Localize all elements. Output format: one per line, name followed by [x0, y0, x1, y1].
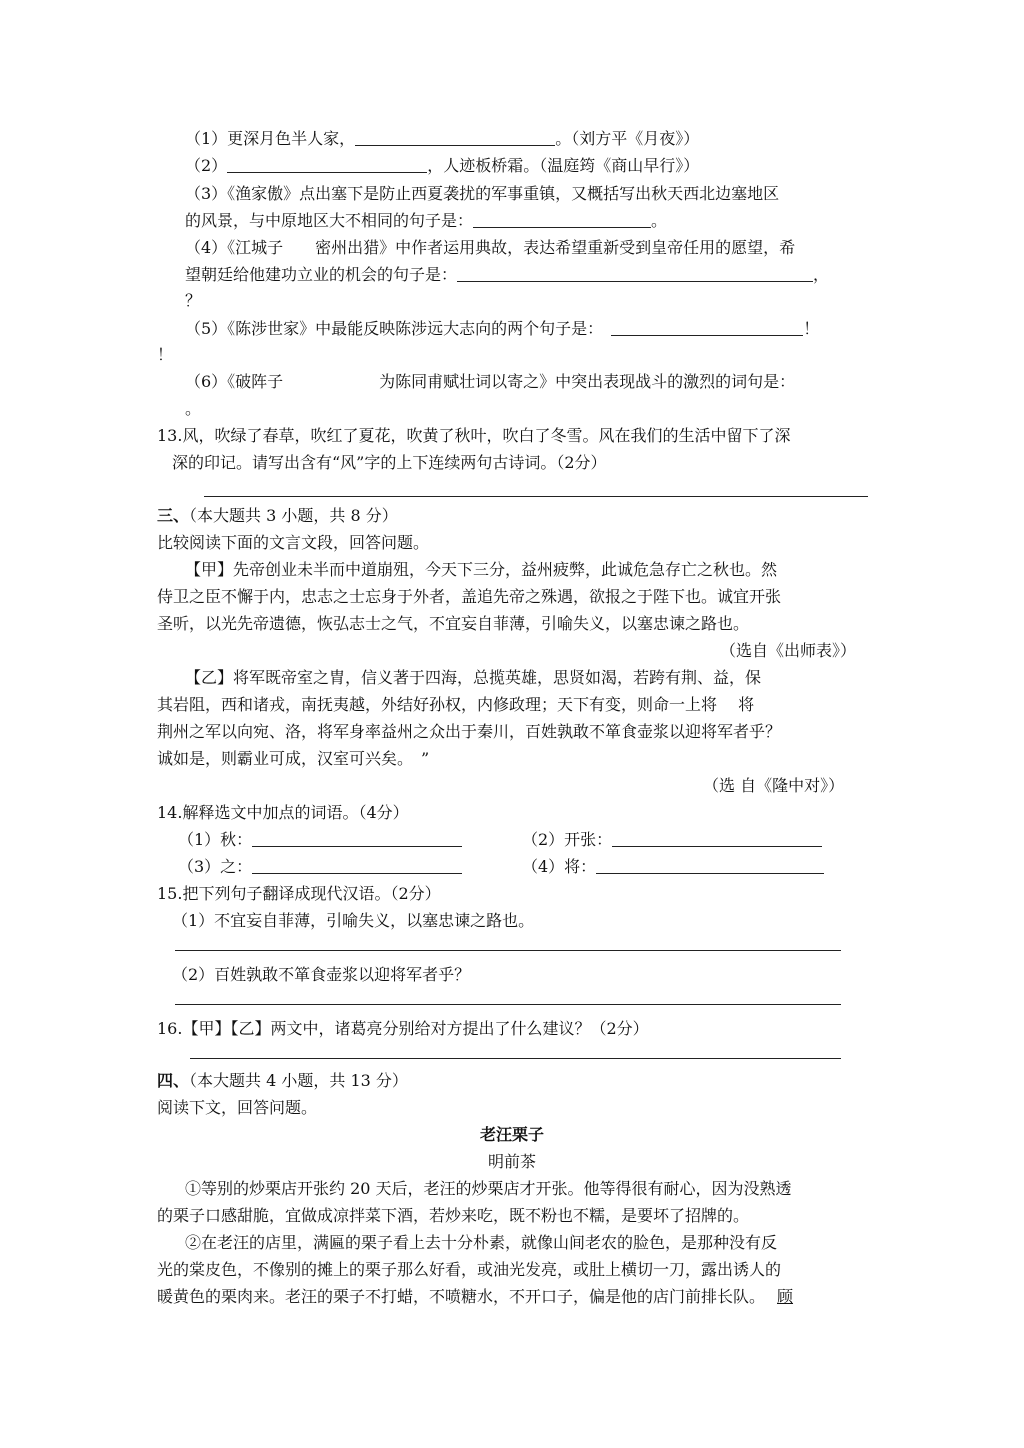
- article-p2-line3-text: 暖黄色的栗肉来。老汪的栗子不打蜡，不喷糖水，不开口子，偏是他的店门前排长队。: [157, 1287, 766, 1306]
- q12-item-5-end: ！: [803, 319, 820, 338]
- q14-d-blank[interactable]: [596, 857, 824, 874]
- q12-item-4-comma: ，: [813, 265, 830, 284]
- article-p2-line3-underlined: 顾: [777, 1287, 794, 1306]
- q15-answer-line-2[interactable]: [175, 1004, 841, 1005]
- q12-item-3-line2: [185, 210, 667, 232]
- q12-item-5-answer-blank[interactable]: [611, 319, 803, 336]
- q12-item-6-line2: 。: [185, 399, 202, 418]
- q14-title: 14.解释选文中加点的词语。（4分）: [157, 803, 409, 822]
- q14-b-blank[interactable]: [612, 830, 822, 847]
- yi-line2: 其岩阻，西和诸戎，南抚夷越，外结好孙权，内修政理；天下有变，则命一上将 将: [157, 695, 755, 714]
- article-p1-line1: ①等别的炒栗店开张约 20 天后，老汪的炒栗店才开张。他等得很有耐心，因为没熟透: [185, 1179, 792, 1198]
- q14-d-label: （4）将：: [522, 857, 597, 876]
- q14-a: [178, 829, 462, 851]
- section4-number: 四、: [157, 1071, 190, 1090]
- jia-line2: 侍卫之臣不懈于内，忠志之士忘身于外者，盖追先帝之殊遇，欲报之于陛下也。诚宜开张: [157, 587, 782, 606]
- article-p1-line2: 的栗子口感甜脆，宜做成凉拌菜下酒，若炒来吃，既不粉也不糯，是要坏了招牌的。: [157, 1206, 750, 1225]
- q14-c-label: （3）之：: [178, 857, 253, 876]
- q12-item-5-prompt: （5）《陈涉世家》中最能反映陈涉远大志向的两个句子是：: [185, 319, 604, 338]
- q14-c-blank[interactable]: [252, 857, 462, 874]
- q12-item-5-line2: ！: [157, 345, 174, 364]
- q12-item-1-answer-blank[interactable]: [355, 129, 555, 146]
- article-title: 老汪栗子: [479, 1125, 544, 1144]
- q14-a-blank[interactable]: [252, 830, 462, 847]
- q12-item-1-source: 。（刘方平《月夜》）: [555, 129, 700, 148]
- q12-item-3-answer-blank[interactable]: [473, 211, 651, 228]
- q12-item-2-answer-blank[interactable]: [227, 156, 427, 173]
- q16-title: 16.【甲】【乙】两文中，诸葛亮分别给对方提出了什么建议？（2分）: [157, 1019, 649, 1038]
- jia-line1: 【甲】先帝创业未半而中道崩殂，今天下三分，益州疲弊，此诚危急存亡之秋也。然: [185, 560, 778, 579]
- article-p2-line3: [157, 1286, 793, 1308]
- q16-answer-line[interactable]: [190, 1058, 841, 1059]
- q12-item-2-prompt: ，人迹板桥霜。（温庭筠《商山早行》）: [427, 156, 700, 175]
- article-author: 明前茶: [487, 1152, 536, 1171]
- q12-item-4-answer-blank[interactable]: [457, 265, 813, 282]
- q12-item-4-line1: （4）《江城子 密州出猎》中作者运用典故，表达希望重新受到皇帝任用的愿望，希: [185, 238, 796, 257]
- q14-b-label: （2）开张：: [522, 830, 613, 849]
- q12-item-2: [185, 155, 699, 177]
- q12-item-5: [185, 318, 819, 340]
- article-p2-line1: ②在老汪的店里，满匾的栗子看上去十分朴素，就像山间老农的脸色，是那种没有反: [185, 1233, 778, 1252]
- q15-sentence-1: （1）不宜妄自菲薄，引喻失义，以塞忠谏之路也。: [172, 911, 535, 930]
- q12-item-2-number: （2）: [185, 156, 228, 175]
- article-p2-line2: 光的棠皮色，不像别的摊上的栗子那么好看，或油光发亮，或肚上横切一刀，露出诱人的: [157, 1260, 782, 1279]
- q13-line1: 13.风，吹绿了春草，吹红了夏花，吹黄了秋叶，吹白了冬雪。风在我们的生活中留下了深: [157, 426, 791, 445]
- jia-line3: 圣听，以光先帝遗德，恢弘志士之气，不宜妄自菲薄，引喻失义，以塞忠谏之路也。: [157, 614, 750, 633]
- section3-intro: 比较阅读下面的文言文段，回答问题。: [157, 533, 430, 552]
- q15-title: 15.把下列句子翻译成现代汉语。（2分）: [157, 884, 441, 903]
- section3-note: （本大题共 3 小题，共 8 分）: [189, 506, 398, 525]
- q14-c: [178, 856, 462, 878]
- section4-intro: 阅读下文，回答问题。: [157, 1098, 318, 1117]
- q12-item-4-prompt: 望朝廷给他建功立业的机会的句子是：: [185, 265, 458, 284]
- q15-sentence-2: （2）百姓孰敢不箪食壶浆以迎将军者乎？: [172, 965, 471, 984]
- q12-item-3-end: 。: [651, 211, 668, 230]
- q12-item-3-line1: （3）《渔家傲》点出塞下是防止西夏袭扰的军事重镇，又概括写出秋天西北边塞地区: [185, 184, 780, 203]
- q13-line2: 深的印记。请写出含有“风”字的上下连续两句古诗词。（2分）: [172, 453, 607, 472]
- q14-d: [522, 856, 824, 878]
- q12-item-4-line2: [185, 264, 829, 286]
- yi-line3: 荆州之军以向宛、洛，将军身率益州之众出于秦川，百姓孰敢不箪食壶浆以迎将军者乎？: [157, 722, 782, 741]
- section4-note: （本大题共 4 小题，共 13 分）: [189, 1071, 408, 1090]
- jia-source: （选自《出师表》）: [720, 641, 857, 660]
- q13-answer-line[interactable]: [204, 496, 868, 497]
- yi-line4: 诚如是，则霸业可成，汉室可兴矣。 ”: [157, 749, 430, 768]
- q15-answer-line-1[interactable]: [175, 950, 841, 951]
- q14-b: [522, 829, 822, 851]
- q12-item-1: [185, 128, 699, 150]
- q12-item-1-prompt: （1）更深月色半人家，: [185, 129, 356, 148]
- q12-item-6-line1: （6）《破阵子 为陈同甫赋壮词以寄之》中突出表现战斗的激烈的词句是：: [185, 372, 796, 391]
- section3-heading: [157, 505, 398, 527]
- section4-heading: [157, 1070, 408, 1092]
- yi-line1: 【乙】将军既帝室之胄，信义著于四海，总揽英雄，思贤如渴，若跨有荆、益，保: [185, 668, 762, 687]
- section3-number: 三、: [157, 506, 190, 525]
- q12-item-4-line3: ？: [185, 291, 202, 310]
- q12-item-3-prompt: 的风景，与中原地区大不相同的句子是：: [185, 211, 474, 230]
- q14-a-label: （1）秋：: [178, 830, 253, 849]
- yi-source: （选 自《隆中对》）: [703, 776, 845, 795]
